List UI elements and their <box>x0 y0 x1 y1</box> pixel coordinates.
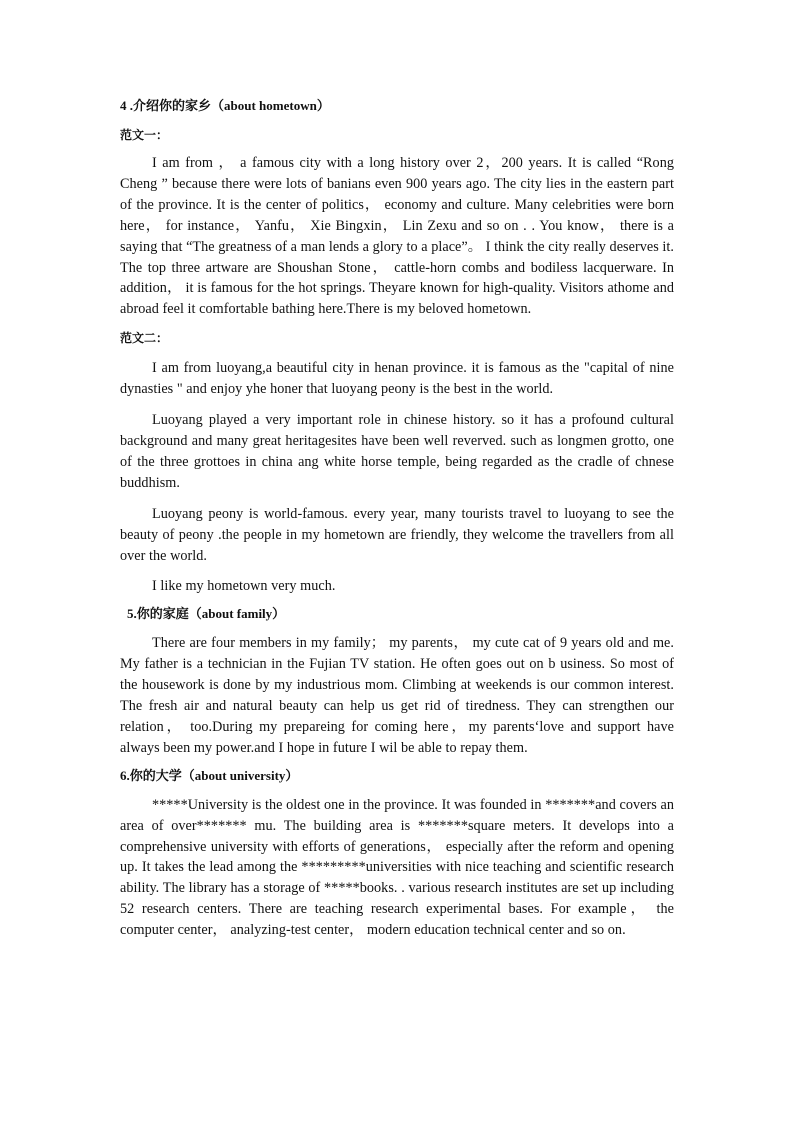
section-heading-university: 6.你的大学（about university） <box>120 767 299 783</box>
sample-label-1: 范文一： <box>120 128 169 142</box>
hometown-sample-2-paragraph-3: Luoyang peony is world-famous. every year, many tourists travel to luoyang to see the beauty of peony .the people in my hometown are friendly, they welcome the travellers from all over the world. <box>120 505 674 564</box>
family-paragraph: There are four members in my family； my parents， my cute cat of 9 years old and me. My father is a technician in the Fujian TV station. He often goes out on b usiness. So most of the housework is done by my industrious mom. Climbing at weekends is our common interest. The fresh air and natural beauty can help us get rid of tiredness. They can strengthen our relation， too.During my prepareing for coming here，my parents‘love and support have always been my power.and I hope in future I wil be able to repay them. <box>120 635 674 756</box>
hometown-sample-2-paragraph-2: Luoyang played a very important role in chinese history. so it has a profound cultural background and many great heritagesites have been well reverved. such as longmen grotto, one of the three grottoes in china ang white horse temple, being regarded as the cradle of chnese buddhism. <box>120 412 674 491</box>
hometown-sample-2-paragraph-4: I like my hometown very much. <box>152 578 336 595</box>
sample-label-2: 范文二： <box>120 331 169 346</box>
hometown-sample-2-paragraph-1: I am from luoyang,a beautiful city in henan province. it is famous as the "capital of nine dynasties " and enjoy yhe honer that luoyang peony is the best in the world. <box>120 360 674 398</box>
section-heading-hometown: 4 .介绍你的家乡（about hometown） <box>120 98 330 113</box>
hometown-sample-1-paragraph: I am from ， a famous city with a long history over 2，200 years. It is called “Rong Cheng ” because there were lots of banians even 900 years ago. The city lies in the eastern part of the province. It is the center of politics， economy and culture. Many celebrities were born here， for instance， Yanfu， Xie Bingxin， Lin Zexu and so on . . You know， there is a saying that “The greatness of a man lends a glory to a place”。 I think the city really deserves it. The top three artware are Shoushan Stone， cattle-horn combs and bodiless lacquerware. In addition， it is famous for the hot springs. Theyare known for high-quality. Visitors athome and abroad feel it comfortable bathing here.There is my beloved hometown. <box>120 155 674 318</box>
section-heading-family: 5.你的家庭（about family） <box>127 606 286 622</box>
university-paragraph: *****University is the oldest one in the province. It was founded in *******and covers an area of over******* mu. The building area is *******square meters. It develops into a comprehensive university with efforts of generations， especially after the reform and opening up. It takes the lead among the *********universities with nice teaching and scientific research ability. The library has a storage of *****books. . various research institutes are set up including 52 research centers. There are teaching research experimental bases. For example， the computer center， analyzing-test center， modern education technical center and so on. <box>120 796 674 939</box>
page-content <box>120 96 674 941</box>
